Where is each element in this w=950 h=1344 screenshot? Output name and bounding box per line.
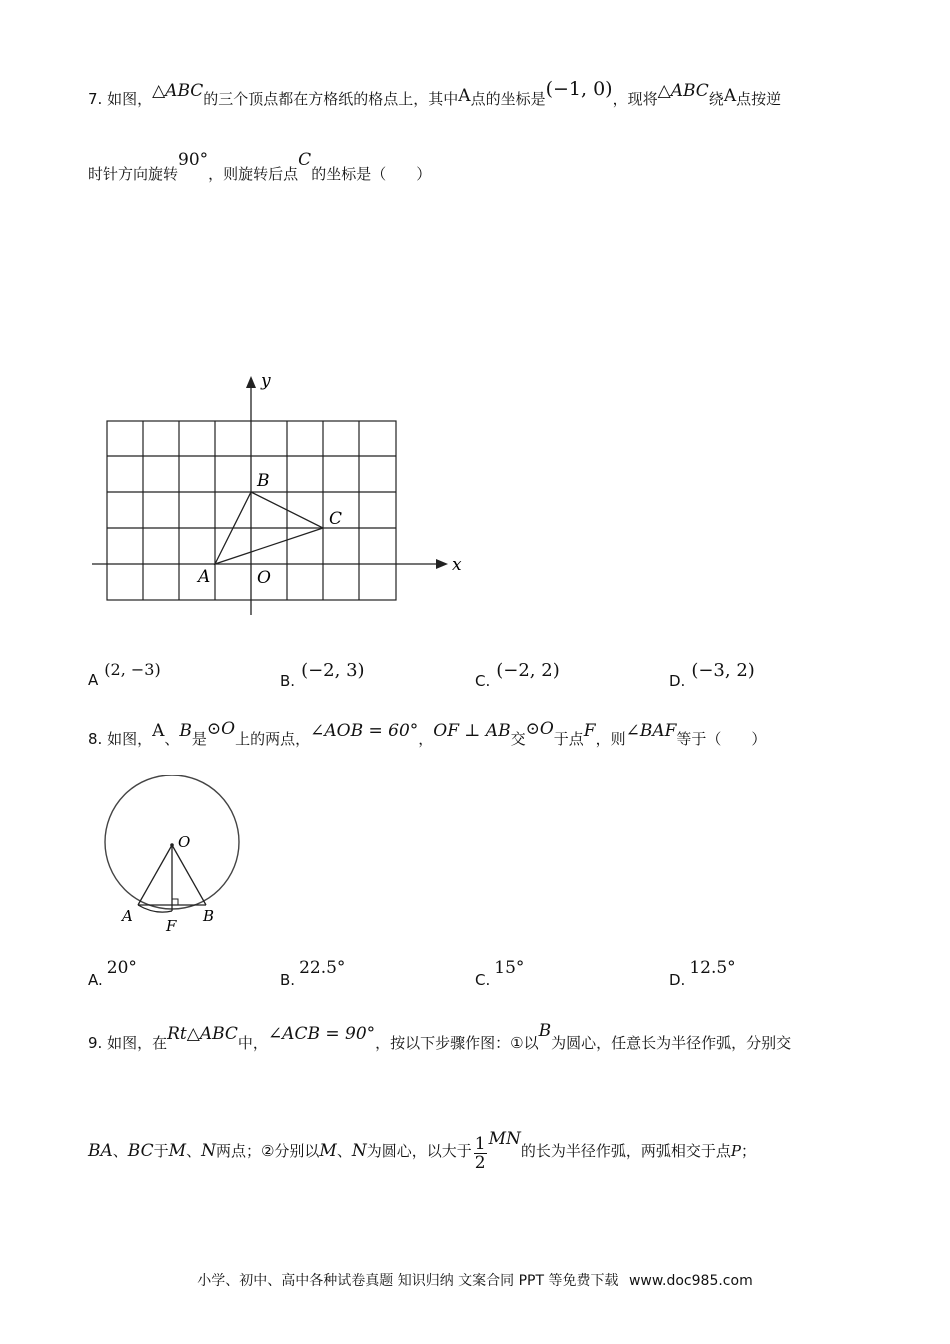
q9-segment-mn: MN — [488, 1129, 521, 1149]
q7-triangle: △ABC — [657, 81, 709, 101]
q7-option-c[interactable]: C. (−2, 2) — [475, 660, 560, 690]
q7-text: ，则旋转后点 — [208, 165, 299, 183]
q8-circle-o: ⊙O — [206, 719, 236, 739]
q9-point-b: B — [538, 1021, 552, 1041]
label-b: B — [203, 907, 215, 925]
q8-option-a[interactable]: A.20° — [88, 958, 137, 989]
q8-angle-baf: ∠BAF — [625, 721, 677, 741]
q8-angle-aob: ∠AOB = 60° — [310, 721, 419, 741]
footer-text: 小学、初中、高中各种试卷真题 知识归纳 文案合同 PPT 等免费下载 — [197, 1273, 619, 1289]
q9-segment-bc: BC — [127, 1141, 154, 1161]
label-a: A — [122, 907, 133, 925]
q8-point-a: A — [152, 721, 165, 741]
q9-text: 两点；②分别以 — [215, 1142, 320, 1160]
q8-options — [88, 958, 908, 988]
q8-text: 等于（ ） — [676, 730, 767, 748]
label-o: O — [178, 833, 191, 851]
label-c: C — [329, 509, 343, 529]
q9-text: 的长为半径作弧，两弧相交于点 — [520, 1142, 731, 1160]
q9-point-n: N — [201, 1141, 216, 1161]
q7-angle: 90° — [178, 150, 209, 170]
q9-text: 中， — [237, 1034, 268, 1052]
q7-triangle: △ABC — [152, 81, 204, 101]
q9-text: 于 — [153, 1142, 169, 1160]
q9-text: ，按以下步骤作图：①以 — [375, 1034, 539, 1052]
q7-text: 点按逆 — [736, 90, 782, 108]
q8-text: 是 — [191, 730, 207, 748]
q7-coord-a: (−1, 0) — [545, 78, 613, 100]
x-axis-arrow — [436, 559, 448, 569]
q8-text: 上的两点， — [235, 730, 311, 748]
q9-text: 为圆心，任意长为半径作弧，分别交 — [551, 1034, 792, 1052]
q7-text: ，现将 — [612, 90, 658, 108]
q7-line1 — [88, 78, 782, 109]
q7-text: 的坐标是（ ） — [311, 165, 432, 183]
q7-grid-figure — [88, 365, 468, 620]
q9-text: 、 — [186, 1142, 202, 1160]
q8-text: ， — [418, 730, 434, 748]
q9-number: 9. — [88, 1034, 108, 1052]
q9-point-p: P — [730, 1142, 741, 1160]
q7-number: 7. — [88, 90, 108, 108]
q8-circle-figure — [95, 775, 250, 935]
q7-text: 如图， — [107, 90, 153, 108]
q7-options — [88, 660, 908, 690]
q7-text: 的三个顶点都在方格纸的格点上，其中 — [203, 90, 459, 108]
footer — [0, 1270, 950, 1290]
q9-segment-ba: BA — [88, 1141, 113, 1161]
point-o — [170, 843, 174, 847]
q7-point-a: A — [723, 86, 737, 106]
q8-point-f: F — [583, 721, 596, 741]
footer-link[interactable]: www.doc985.com — [628, 1273, 753, 1289]
label-o: O — [257, 568, 271, 588]
q9-fraction: $\frac{1}{2}$ — [474, 1134, 486, 1173]
q9-point-n: N — [351, 1141, 367, 1161]
q8-text: 于点 — [553, 730, 584, 748]
q9-line1 — [88, 1021, 792, 1053]
y-label: y — [261, 371, 271, 391]
q8-circle-o: ⊙O — [525, 719, 554, 739]
q7-option-b[interactable]: B. (−2, 3) — [280, 660, 365, 690]
q8-number: 8. — [88, 730, 108, 748]
q8-text: 交 — [510, 730, 526, 748]
x-label: x — [452, 555, 462, 575]
q8-option-c[interactable]: C.15° — [475, 958, 525, 989]
q7-text: 时针方向旋转 — [88, 165, 179, 183]
label-b: B — [257, 471, 270, 491]
right-angle-mark — [172, 899, 178, 905]
q9-text: 、 — [336, 1142, 352, 1160]
q9-text: ； — [740, 1142, 756, 1160]
q9-text: 如图，在 — [107, 1034, 168, 1052]
q8-text: 如图， — [107, 730, 153, 748]
q8-text: 、 — [164, 730, 180, 748]
q9-point-m: M — [168, 1141, 187, 1161]
q9-text: 为圆心，以大于 — [366, 1142, 472, 1160]
q7-point-a: A — [458, 86, 471, 106]
q9-rt-triangle: Rt△ABC — [167, 1024, 238, 1044]
q8-point-b: B — [179, 721, 192, 741]
q7-text: 绕 — [708, 90, 724, 108]
q9-angle-acb: ∠ACB = 90° — [267, 1024, 376, 1044]
q7-option-a[interactable]: A(2, −3) — [88, 660, 161, 689]
q7-text: 点的坐标是 — [470, 90, 546, 108]
q8-text: ，则 — [595, 730, 626, 748]
q7-option-d[interactable]: D. (−3, 2) — [669, 660, 755, 690]
q8-perpendicular: OF ⊥ AB — [433, 721, 511, 741]
y-axis-arrow — [246, 376, 256, 388]
segment-ob — [172, 845, 206, 905]
q8-option-b[interactable]: B.22.5° — [280, 958, 346, 989]
q7-point-c: C — [298, 150, 312, 170]
q9-text: 、 — [112, 1142, 128, 1160]
q8-line1 — [88, 719, 767, 749]
q8-option-d[interactable]: D.12.5° — [669, 958, 736, 989]
q9-line2 — [88, 1129, 756, 1173]
segment-oa — [138, 845, 172, 905]
label-f: F — [166, 917, 177, 935]
q7-line2 — [88, 150, 432, 184]
q9-point-m: M — [319, 1141, 337, 1161]
label-a: A — [198, 567, 211, 587]
